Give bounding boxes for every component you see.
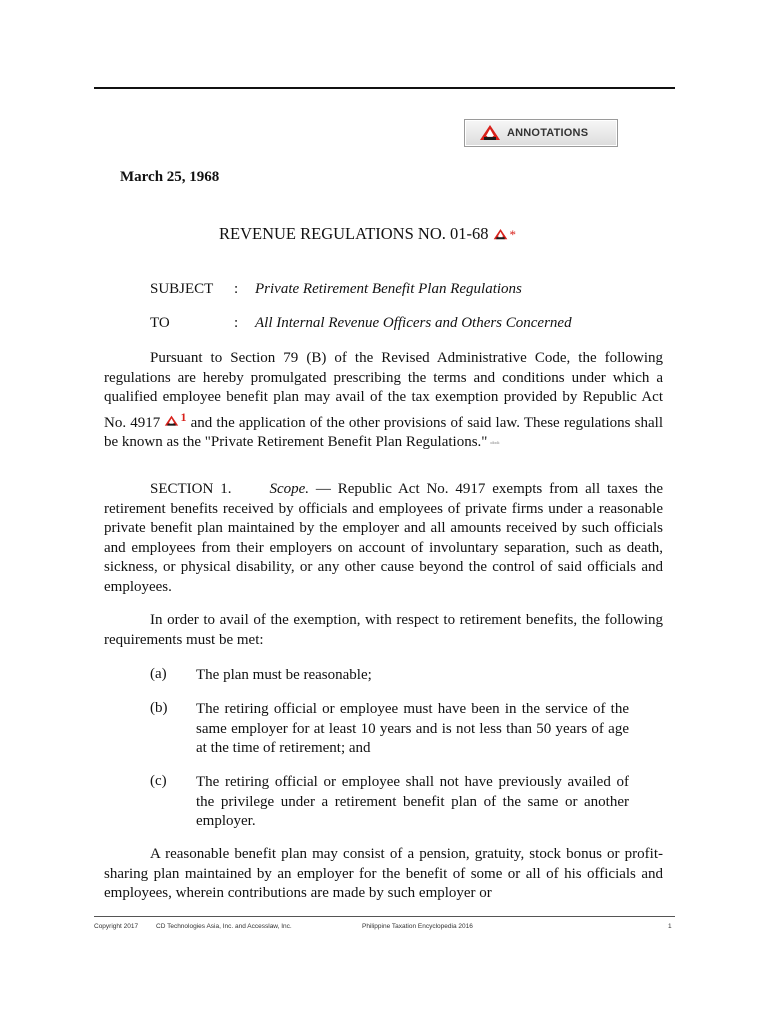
- to-label: TO: [150, 315, 170, 331]
- title-marker: *: [509, 226, 516, 242]
- tiny-mark: ıdcıdı: [490, 440, 500, 445]
- footer-publication: Philippine Taxation Encyclopedia 2016: [362, 923, 473, 930]
- footer-page-number: 1: [668, 923, 672, 930]
- subject-colon: :: [234, 281, 239, 297]
- requirement-marker: (b): [150, 700, 168, 716]
- requirement-text: The retiring official or employee must have been in the service of the same employer for at least 10 years and is not less than 50 years of age at the time of retirement; and: [196, 701, 629, 756]
- to-value: All Internal Revenue Officers and Others Concerned: [255, 315, 572, 331]
- footnote-number: 1: [180, 409, 187, 424]
- intro-text-a: Pursuant to Section 79 (B) of the Revised Administrative Code, the following regulations are hereby promulgated prescribing the terms and conditions under which a qualified employee benefit plan may avail of the tax exemption provided by Republic Act No. 4917: [104, 350, 663, 431]
- requirement-marker: (c): [150, 773, 167, 789]
- intro-paragraph: [104, 349, 663, 453]
- annotation-logo-icon: [479, 124, 501, 142]
- footer-rule: [94, 916, 675, 917]
- section-text: — Republic Act No. 4917 exempts from all taxes the retirement benefits received by officials and employees of private firms under a reasonable private benefit plan maintained by the employer and all amounts received by such officials and employees from their employers on account of involuntary separation, such as death, sickness, or physical disability, or any other cause beyond the control of said officials and employees.: [104, 481, 664, 595]
- requirement-text: The retiring official or employee shall not have previously availed of the privilege under a retirement benefit plan of the same or another employer.: [196, 774, 629, 829]
- document-date: March 25, 1968: [120, 169, 220, 185]
- annotation-icon: [164, 415, 179, 427]
- section-label: SECTION 1.: [150, 481, 232, 497]
- footnote-link[interactable]: [164, 409, 190, 431]
- requirements-intro: In order to avail of the exemption, with respect to retirement benefits, the following requirements must be met:: [104, 612, 663, 648]
- subject-label: SUBJECT: [150, 281, 214, 297]
- title-text: REVENUE REGULATIONS NO. 01-68: [219, 224, 489, 243]
- footer-copyright: Copyright 2017: [94, 923, 139, 930]
- requirement-marker: (a): [150, 666, 167, 682]
- requirement-text: The plan must be reasonable;: [196, 667, 372, 683]
- title-annotation-link[interactable]: [493, 228, 516, 241]
- intro-text-b: and the application of the other provisions of said law. These regulations shall be known as the "Private Retirement Benefit Plan Regulations.": [104, 414, 664, 450]
- annotations-button[interactable]: [464, 119, 618, 147]
- header-rule: [94, 87, 675, 89]
- section-heading: Scope.: [269, 481, 310, 497]
- footer-companies: CD Technologies Asia, Inc. and Accesslaw, Inc.: [156, 923, 292, 930]
- closing-paragraph: A reasonable benefit plan may consist of a pension, gratuity, stock bonus or profit-sharing plan maintained by an employer for the benefit of some or all of his officials and employees, wherein contributions are made by such employer or: [104, 846, 663, 901]
- annotation-icon: [493, 228, 508, 241]
- document-title: [219, 224, 516, 244]
- annotations-label: ANNOTATIONS: [507, 127, 589, 139]
- section-1-paragraph: [104, 480, 663, 597]
- subject-value: Private Retirement Benefit Plan Regulations: [255, 281, 522, 297]
- to-colon: :: [234, 315, 239, 331]
